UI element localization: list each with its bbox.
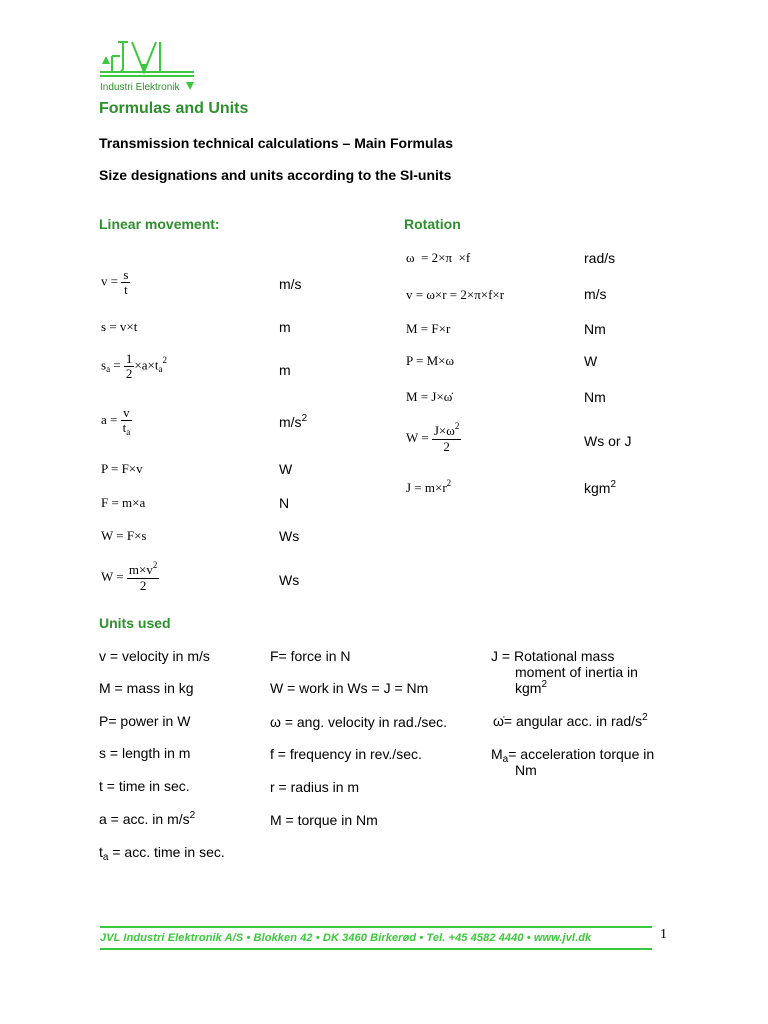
formula-peripheral-velocity: v = ω×r = 2×π×f×r xyxy=(406,287,505,302)
formula-distance: s = v×t xyxy=(101,319,138,334)
unit-def-accel-torque-line2: Nm xyxy=(515,762,537,778)
unit-accel-torque: Nm xyxy=(584,389,606,405)
unit-def-inertia-line1: J = Rotational mass xyxy=(491,648,615,664)
footer-address: JVL Industri Elektronik A/S • Blokken 42 • DK 3460 Birkerød • Tel. +45 4582 4440 • www.jvl.dk xyxy=(100,932,592,944)
formula-kinetic-energy: W = $\frac{m\times v^2}{2}$ xyxy=(101,560,158,593)
unit-def-accel-torque-line1: $M_a=$ acceleration torque in xyxy=(491,746,655,765)
formula-power: P = F×v xyxy=(101,461,143,476)
logo-text: Industri Elektronik xyxy=(100,82,180,93)
unit-angular-velocity: rad/s xyxy=(584,250,616,266)
unit-def-velocity: v = velocity in m/s xyxy=(99,648,210,664)
formula-force: F = m×a xyxy=(101,495,146,510)
unit-def-time: t = time in sec. xyxy=(99,778,190,794)
unit-accel-distance: m xyxy=(279,362,291,378)
unit-def-length: s = length in m xyxy=(99,745,191,761)
formula-rot-energy: W = $\frac{J\times\omega^2}{2}$ xyxy=(406,421,460,454)
subtitle-si-units: Size designations and units according to the SI-units xyxy=(99,167,452,183)
linear-heading: Linear movement: xyxy=(99,216,220,232)
unit-work: Ws xyxy=(279,528,300,544)
unit-power: W xyxy=(279,461,293,477)
page-title: Formulas and Units xyxy=(99,100,249,117)
unit-def-inertia-line2: moment of inertia in xyxy=(515,664,638,680)
unit-force: N xyxy=(279,495,290,511)
formula-accel-torque: M = J×ω̇ xyxy=(406,389,453,404)
unit-peripheral-velocity: m/s xyxy=(584,286,607,302)
unit-def-angular-acc: ω̇= angular acc. in rad/$s^2$ xyxy=(493,712,648,729)
unit-def-ang-velocity: ω = ang. velocity in rad./sec. xyxy=(270,714,448,730)
unit-def-radius: r = radius in m xyxy=(270,779,360,795)
unit-acceleration: $m/s^2$ xyxy=(279,413,308,430)
rotation-heading: Rotation xyxy=(404,216,461,232)
unit-def-force: F= force in N xyxy=(270,648,351,664)
formula-inertia: $J = m\times r^2$ xyxy=(406,478,452,495)
unit-def-work: W = work in Ws = J = Nm xyxy=(270,680,429,696)
unit-def-inertia-line3: kgm$^2$ xyxy=(515,679,548,696)
footer-rule-top xyxy=(100,926,652,928)
unit-def-mass: M = mass in kg xyxy=(99,680,194,696)
unit-def-frequency: f = frequency in rev./sec. xyxy=(270,746,422,762)
unit-def-power: P= power in W xyxy=(99,713,191,729)
unit-def-accel-time: $t_a$ = acc. time in sec. xyxy=(99,844,225,863)
formula-angular-velocity: ω = 2×π ×f xyxy=(406,250,471,265)
unit-distance: m xyxy=(279,319,291,335)
units-used-heading: Units used xyxy=(99,615,171,631)
unit-rot-power: W xyxy=(584,353,598,369)
formula-velocity: v = $\frac{s}{t}$ xyxy=(101,267,129,297)
formula-torque: M = F×r xyxy=(406,321,451,336)
page-number: 1 xyxy=(660,927,667,942)
formula-acceleration: a = $\frac{v}{t_a}$ xyxy=(101,405,131,437)
unit-rot-energy: Ws or J xyxy=(584,433,632,449)
unit-torque: Nm xyxy=(584,321,606,337)
footer-rule-bottom xyxy=(100,948,652,950)
formula-work: W = F×s xyxy=(101,528,147,543)
unit-velocity: m/s xyxy=(279,276,302,292)
subtitle-main-formulas: Transmission technical calculations – Main Formulas xyxy=(99,135,453,151)
unit-def-torque: M = torque in Nm xyxy=(270,812,378,828)
unit-inertia: kgm$^2$ xyxy=(584,479,617,496)
unit-def-acceleration: a = acc. in $m/s^2$ xyxy=(99,810,196,827)
formula-accel-distance: $s_a$ = $\frac{1}{2}$ $\times a\times t_a^2$ xyxy=(101,351,167,381)
unit-kinetic-energy: Ws xyxy=(279,572,300,588)
formula-rot-power: P = M×ω xyxy=(406,353,455,368)
